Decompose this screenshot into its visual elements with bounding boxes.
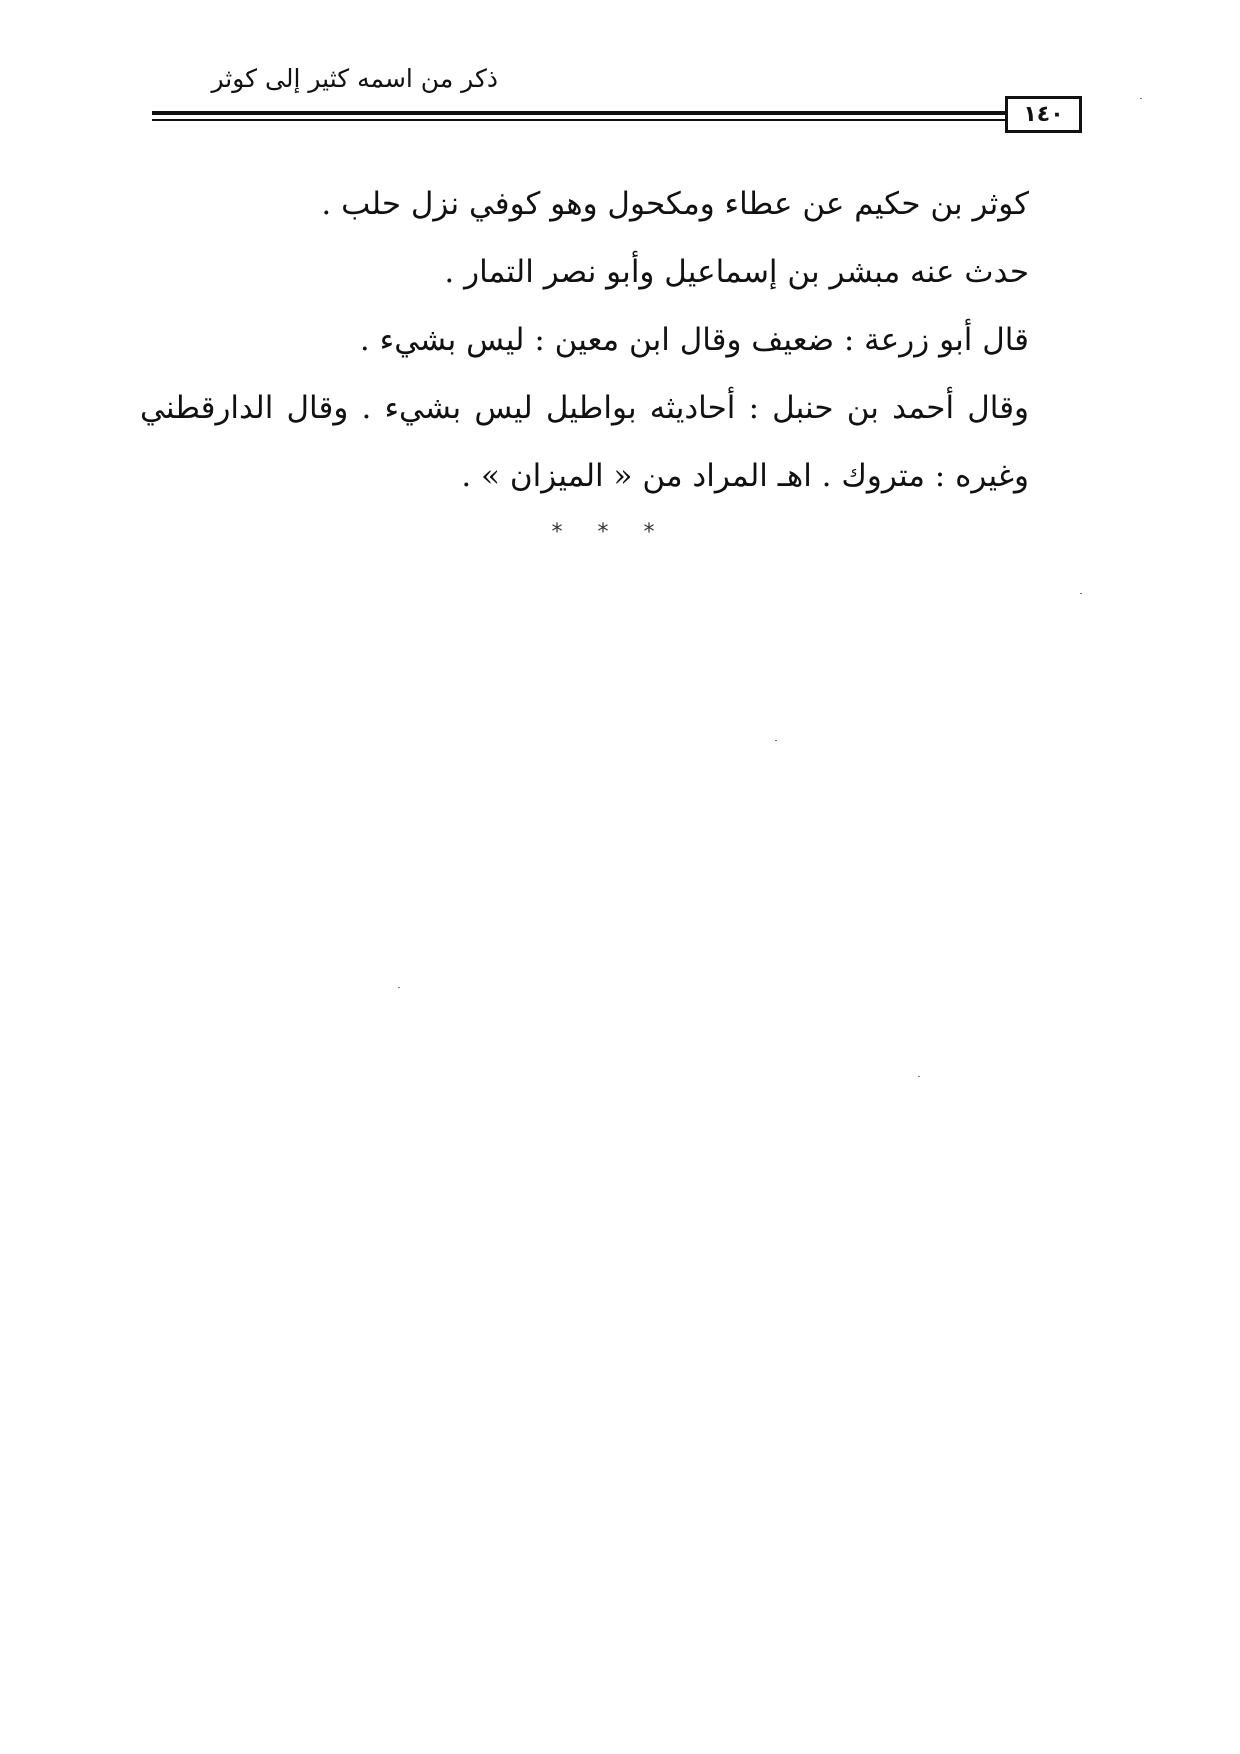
paragraph-1: كوثر بن حكيم عن عطاء ومكحول وهو كوفي نزل حلب . (321, 186, 1029, 222)
scan-speck (775, 740, 777, 741)
paragraph-2: حدث عنه مبشر بن إسماعيل وأبو نصر التمار . (444, 254, 1029, 290)
paragraph-3: قال أبو زرعة : ضعيف وقال ابن معين : ليس بشيء . (359, 322, 1029, 358)
header-rule-thick (152, 111, 1007, 115)
body-text (140, 170, 1075, 510)
scan-speck (1080, 593, 1082, 594)
section-separator: * * * (551, 520, 669, 545)
header-rule-thin (152, 119, 1007, 121)
scan-speck (398, 987, 400, 988)
scan-speck (918, 1076, 920, 1077)
running-title: ذكر من اسمه كثير إلى كوثر (211, 64, 498, 93)
page-number: ١٤٠ (1005, 96, 1082, 133)
paragraph-4: وقال أحمد بن حنبل : أحاديثه بواطيل ليس بشيء . وقال الدارقطني وغيره : متروك . اهـ المراد من « الميزان » . (140, 390, 1029, 494)
scan-speck (1140, 98, 1142, 99)
